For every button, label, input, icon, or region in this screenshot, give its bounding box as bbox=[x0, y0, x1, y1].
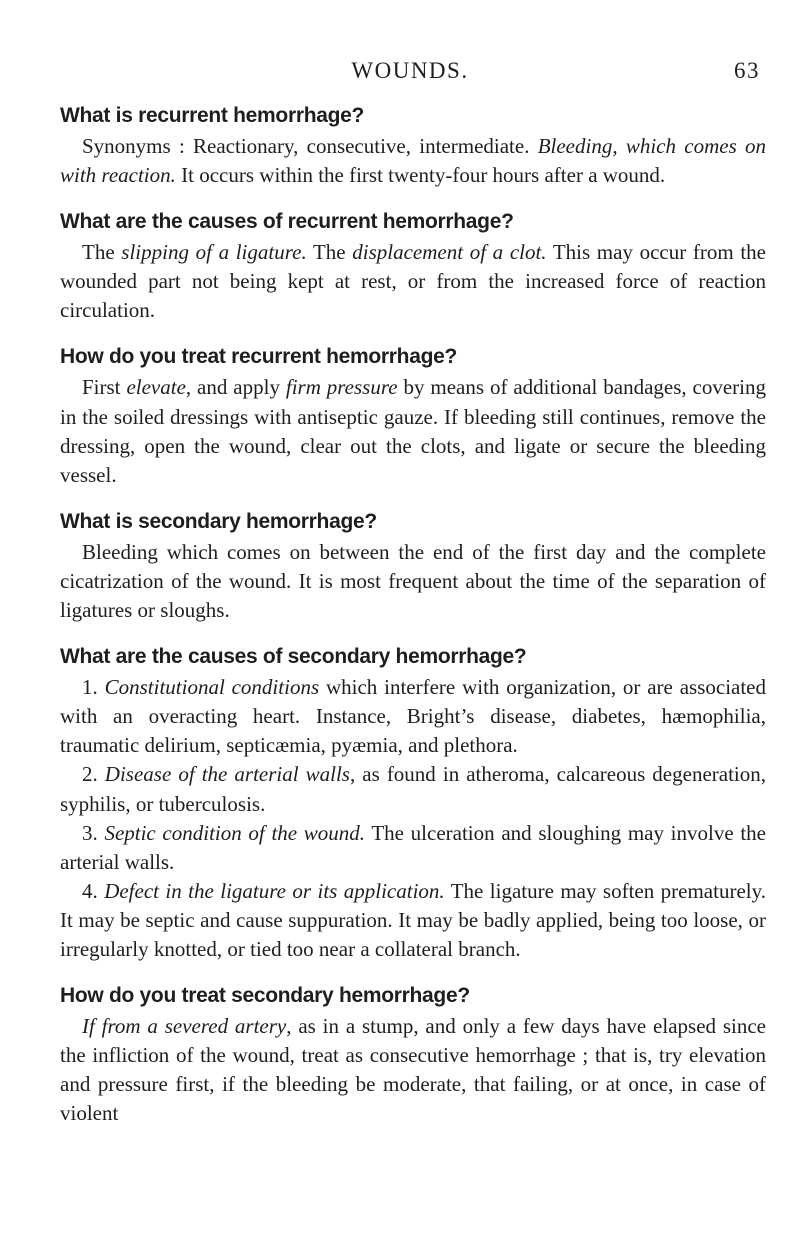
text-run: It occurs within the first twenty-four hours after a wound. bbox=[175, 163, 666, 188]
question-heading: How do you treat secondary hemorrhage? bbox=[60, 984, 470, 1008]
text-run: The ulceration and sloughing may involve the arterial walls. bbox=[60, 820, 766, 874]
italic-phrase: displacement of a clot. bbox=[352, 240, 547, 265]
text-run: First bbox=[82, 375, 127, 400]
italic-phrase: Bleeding, which comes on with reaction. bbox=[60, 134, 766, 188]
question-heading: What is secondary hemorrhage? bbox=[60, 509, 377, 533]
text-run: Bleeding which comes on between the end of the first day and the complete cicatrization of the wound. It is most frequent about the time of the separation of ligatures or sloughs. bbox=[60, 539, 766, 623]
answer-paragraph bbox=[60, 373, 766, 489]
answer-block bbox=[60, 132, 766, 190]
text-run: which interfere with organization, or are associated with an overacting heart. Instance, Bright’s disease, diabetes, hæmophilia, traumatic delirium, septicæmia, pyæmia, and plethora. bbox=[60, 675, 767, 758]
answer-block bbox=[60, 373, 766, 489]
italic-phrase: Disease of the arterial walls bbox=[104, 762, 350, 787]
answer-paragraph bbox=[60, 877, 766, 964]
answer-paragraph bbox=[60, 238, 766, 325]
italic-phrase: slipping of a ligature. bbox=[121, 240, 307, 265]
text-run: by means of additional bandages, covering in the soiled dressings with antiseptic gauze. If bleeding still continues, remove the dressing, open the wound, clear out the clots, and ligate or secure the bleeding vessel. bbox=[60, 375, 767, 487]
italic-phrase: firm pressure bbox=[285, 375, 398, 400]
text-run: , as found in atheroma, calcareous degeneration, syphilis, or tuberculosis. bbox=[60, 762, 767, 816]
text-run: 4. bbox=[82, 878, 105, 903]
question-heading: What are the causes of recurrent hemorrhage? bbox=[60, 210, 514, 234]
italic-phrase: elevate bbox=[126, 375, 186, 400]
question-heading: What are the causes of secondary hemorrhage? bbox=[60, 645, 527, 669]
answer-block bbox=[60, 1012, 766, 1128]
italic-phrase: Defect in the ligature or its application. bbox=[104, 878, 445, 903]
answer-paragraph bbox=[60, 760, 766, 818]
italic-phrase: Constitutional conditions bbox=[104, 675, 320, 700]
answer-paragraph bbox=[60, 819, 766, 877]
text-run: , as in a stump, and only a few days have elapsed since the infliction of the wound, treat as consecutive hemorrhage ; that is, try elevation and pressure first, if the bleeding be moderate, that failing, or at once, in case of violent bbox=[60, 1014, 767, 1126]
question-heading: What is recurrent hemorrhage? bbox=[60, 104, 365, 127]
text-run: Synonyms : Reactionary, consecutive, intermediate. bbox=[82, 134, 538, 158]
running-head bbox=[60, 58, 760, 88]
answer-paragraph bbox=[60, 1012, 766, 1128]
text-run: The bbox=[306, 240, 353, 265]
answer-block bbox=[60, 538, 766, 625]
italic-phrase: Septic condition of the wound. bbox=[104, 820, 366, 845]
question-heading: How do you treat recurrent hemorrhage? bbox=[60, 345, 458, 369]
text-run: This may occur from the wounded part not being kept at rest, or from the increased force of reaction circulation. bbox=[60, 240, 766, 323]
text-run: 3. bbox=[82, 820, 105, 845]
italic-phrase: If from a severed artery bbox=[82, 1014, 287, 1039]
text-run: , and apply bbox=[185, 375, 286, 400]
page-number: 63 bbox=[734, 58, 760, 83]
text-run: 1. bbox=[82, 675, 105, 700]
answer-paragraph bbox=[60, 538, 766, 625]
page-body bbox=[60, 100, 766, 1144]
answer-block bbox=[60, 238, 766, 325]
running-title: WOUNDS. bbox=[351, 58, 469, 83]
answer-paragraph bbox=[60, 132, 766, 190]
text-run: 2. bbox=[82, 762, 105, 787]
answer-paragraph bbox=[60, 673, 766, 760]
answer-block bbox=[60, 673, 766, 964]
text-run: The ligature may soften prematurely. It may be septic and cause suppuration. It may be badly applied, being too loose, or irregularly knotted, or tied too near a collateral branch. bbox=[60, 878, 766, 961]
text-run: The bbox=[82, 240, 122, 265]
